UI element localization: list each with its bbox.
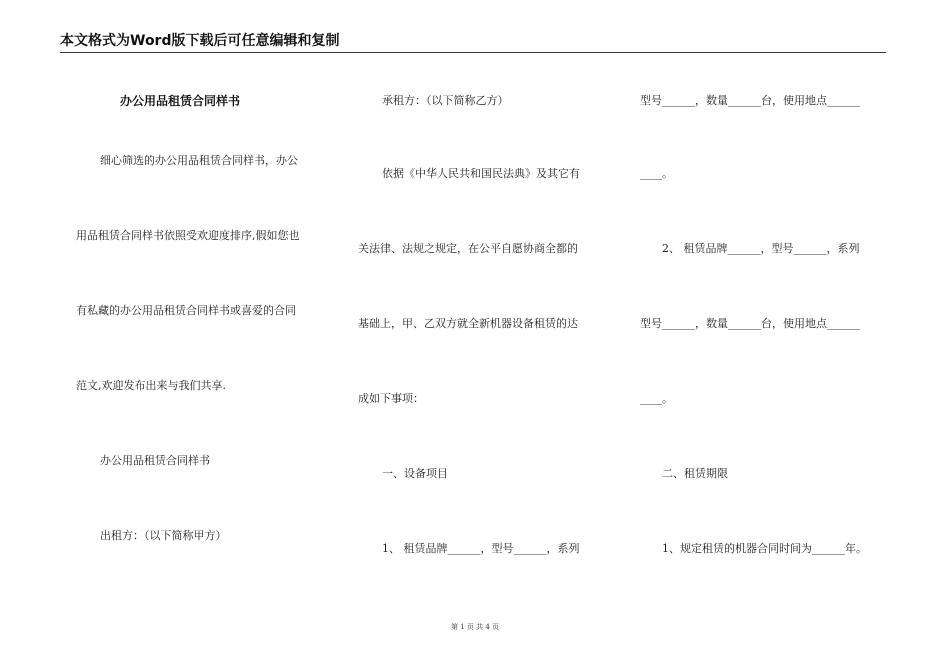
paragraph-line: 依据《中华人民共和国民法典》及其它有 [382,167,580,180]
paragraph-line: ____。 [640,167,673,180]
paragraph-line: ____。 [640,392,673,405]
paragraph-line: 有私藏的办公用品租赁合同样书或喜爱的合同 [76,304,296,317]
paragraph-line: 基础上，甲、乙双方就全新机器设备租赁的达 [358,317,578,330]
paragraph-line: 关法律、法规之规定，在公平自愿协商全都的 [358,242,578,255]
section-heading: 二、租赁期限 [662,467,728,480]
paragraph-line: 用品租赁合同样书依照受欢迎度排序,假如您也 [76,229,300,242]
document-title: 办公用品租赁合同样书 [120,94,241,108]
paragraph-line: 2、 租赁品牌______，型号______，系列 [662,242,860,255]
paragraph-line: 承租方：（以下简称乙方） [382,94,509,107]
paragraph-line: 型号______，数量______台，使用地点______ [640,94,860,107]
paragraph-line: 1、规定租赁的机器合同时间为______年。 [662,542,867,555]
paragraph-line: 出租方：（以下简称甲方） [100,529,227,542]
header-text: 本文格式为Word版下载后可任意编辑和复制 [60,33,340,49]
text-column-3 [636,0,896,672]
paragraph-line: 成如下事项： [358,392,424,405]
text-column-1 [60,0,320,672]
text-column-2 [358,0,618,672]
section-heading: 办公用品租赁合同样书 [100,454,210,467]
paragraph-line: 范文,欢迎发布出来与我们共享. [76,379,226,392]
section-heading: 一、设备项目 [382,467,448,480]
paragraph-line: 细心筛选的办公用品租赁合同样书，办公 [100,154,298,167]
page-number: 第 1 页 共 4 页 [450,623,500,631]
paragraph-line: 1、 租赁品牌______，型号______，系列 [382,542,580,555]
paragraph-line: 型号______，数量______台，使用地点______ [640,317,860,330]
